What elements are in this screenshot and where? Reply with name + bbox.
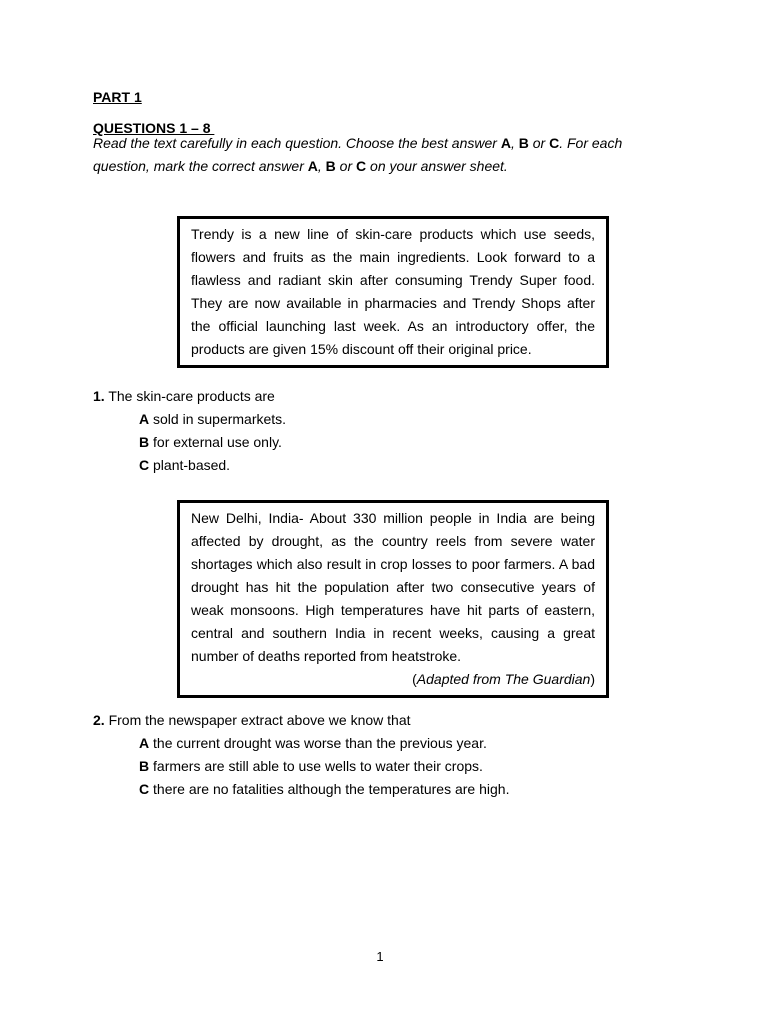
instructions-sep-2: , [317,158,326,174]
question-1-number: 1. [93,388,105,404]
source-close-paren: ) [590,671,595,687]
question-2-stem-text: From the newspaper extract above we know that [104,712,411,728]
option-text: there are no fatalities although the temperatures are high. [149,781,510,797]
question-2-stem [93,709,509,732]
option-text: plant-based. [149,457,231,473]
question-1-option-c [93,454,286,477]
passage-box-1 [177,216,609,368]
part-title: PART 1 [93,89,142,105]
passage-2-source [191,668,595,691]
question-1-option-b [93,431,286,454]
instructions-option-a-2: A [307,158,318,174]
question-2-option-a [93,732,509,755]
instructions-option-c: C [549,135,560,151]
questions-range-heading: QUESTIONS 1 – 8 [93,120,215,136]
passage-2-text: New Delhi, India- About 330 million people in India are being affected by drought, as the country reels from severe water shortages which also result in crop losses to poor farmers. A bad drought has hit the population after two consecutive years of weak monsoons. High temperatures have hit parts of eastern, central and southern India in recent weeks, causing a great number of deaths reported from heatstroke. [191,510,595,664]
instructions-text-2: . For each question, mark the correct answer [93,135,623,174]
instructions-text-3: on your answer sheet. [366,158,508,174]
option-letter: B [139,434,150,450]
question-2-number: 2. [93,712,105,728]
instructions [93,132,653,178]
option-text: farmers are still able to use wells to water their crops. [149,758,483,774]
instructions-option-b: B [518,135,529,151]
option-text: sold in supermarkets. [149,411,287,427]
option-letter: C [139,781,150,797]
instructions-or-1: or [528,135,550,151]
source-name: Adapted from The Guardian [416,671,591,687]
option-letter: A [139,411,150,427]
option-text: the current drought was worse than the previous year. [149,735,487,751]
question-1-option-a [93,408,286,431]
option-letter: A [139,735,150,751]
question-1-stem [93,385,286,408]
option-text: for external use only. [149,434,282,450]
page-number: 1 [376,949,384,964]
question-2 [93,709,509,801]
option-letter: C [139,457,150,473]
question-1 [93,385,286,477]
instructions-text-1: Read the text carefully in each question. Choose the best answer [93,135,501,151]
instructions-or-2: or [335,158,357,174]
instructions-sep-1: , [510,135,519,151]
instructions-option-b-2: B [325,158,336,174]
option-letter: B [139,758,150,774]
passage-1-text: Trendy is a new line of skin-care products which use seeds, flowers and fruits as the main ingredients. Look forward to a flawless and radiant skin after consuming Trendy Super food. They are now available in pharmacies and Trendy Shops after the official launching last week. As an introductory offer, the products are given 15% discount off their original price. [191,226,595,357]
question-2-option-b [93,755,509,778]
instructions-option-c-2: C [356,158,367,174]
question-2-option-c [93,778,509,801]
source-open-paren: ( [412,671,417,687]
question-1-stem-text: The skin-care products are [104,388,275,404]
instructions-option-a: A [500,135,511,151]
passage-box-2 [177,500,609,698]
